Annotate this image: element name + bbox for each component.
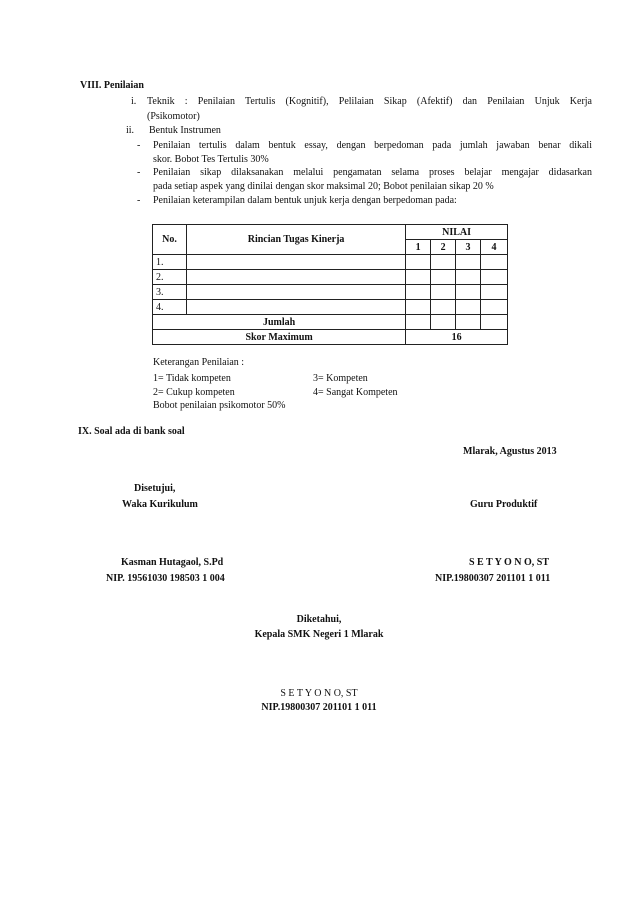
- skor-max-row: [153, 330, 508, 345]
- bullet-1-line2: skor. Bobot Tes Tertulis 30%: [153, 154, 269, 165]
- header-no: No.: [153, 225, 187, 255]
- score-3: 3: [456, 240, 481, 255]
- jumlah-row: [153, 315, 508, 330]
- principal-nip: NIP.19800307 201101 1 011: [261, 702, 377, 713]
- keterangan-4: 4= Sangat Kompeten: [313, 387, 398, 398]
- row-cell: [431, 315, 456, 330]
- principal-title: Kepala SMK Negeri 1 Mlarak: [254, 629, 384, 640]
- bullet-3-line1: Penilaian keterampilan dalam bentuk unjuk kerja dengan berpedoman pada:: [153, 195, 457, 206]
- header-rincian: Rincian Tugas Kinerja: [186, 225, 405, 255]
- principal-name: S E T Y O N O, ST: [280, 688, 358, 699]
- bullet-dash: -: [137, 167, 141, 178]
- row-number: 2.: [153, 270, 187, 285]
- row-cell: [431, 270, 456, 285]
- row-cell: [456, 255, 481, 270]
- row-number: 4.: [153, 300, 187, 315]
- row-cell: [406, 300, 431, 315]
- bullet-2-line1: Penilaian sikap dilaksanakan melalui pengamatan selama proses belajar mengajar didasarkan: [153, 167, 592, 178]
- item-i-line1: Teknik : Penilaian Tertulis (Kognitif), Pelilaian Sikap (Afektif) dan Penilaian Unjuk Kerja: [147, 96, 592, 107]
- keterangan-title: Keterangan Penilaian :: [153, 357, 245, 368]
- row-cell: [481, 300, 508, 315]
- row-cell: [186, 270, 405, 285]
- row-cell: [186, 255, 405, 270]
- row-cell: [186, 300, 405, 315]
- item-i-number: i.: [131, 96, 137, 107]
- bullet-2-line2: pada setiap aspek yang dinilai dengan skor maksimal 20; Bobot penilaian sikap 20 %: [153, 181, 494, 192]
- row-cell: [406, 285, 431, 300]
- row-cell: [481, 255, 508, 270]
- bobot-psikomotor: Bobot penilaian psikomotor 50%: [153, 400, 286, 411]
- right-signer-name: S E T Y O N O, ST: [469, 557, 550, 568]
- section-9-heading: IX. Soal ada di bank soal: [78, 426, 185, 437]
- left-signer-name: Kasman Hutagaol, S.Pd: [121, 557, 224, 568]
- row-cell: [456, 315, 481, 330]
- item-i-line2: (Psikomotor): [147, 111, 200, 122]
- table-row: [153, 285, 508, 300]
- row-cell: [406, 255, 431, 270]
- row-cell: [481, 270, 508, 285]
- guru-produktif-title: Guru Produktif: [470, 499, 538, 510]
- bullet-dash: -: [137, 140, 141, 151]
- table-row: [153, 270, 508, 285]
- bullet-1-line1: Penilaian tertulis dalam bentuk essay, dengan berpedoman pada jumlah jawaban benar dikali: [153, 140, 592, 151]
- bullet-dash: -: [137, 195, 141, 206]
- skor-max-value: 16: [406, 330, 508, 345]
- item-ii-text: Bentuk Instrumen: [149, 125, 221, 136]
- row-cell: [456, 300, 481, 315]
- left-signer-nip: NIP. 19561030 198503 1 004: [106, 573, 225, 584]
- row-number: 3.: [153, 285, 187, 300]
- keterangan-3: 3= Kompeten: [313, 373, 368, 384]
- keterangan-1: 1= Tidak kompeten: [153, 373, 231, 384]
- score-1: 1: [406, 240, 431, 255]
- row-number: 1.: [153, 255, 187, 270]
- row-cell: [481, 285, 508, 300]
- place-date: Mlarak, Agustus 2013: [463, 446, 557, 457]
- row-cell: [186, 285, 405, 300]
- table-row: [153, 300, 508, 315]
- row-cell: [456, 285, 481, 300]
- table-header-row: [153, 225, 508, 240]
- approved-label: Disetujui,: [134, 483, 176, 494]
- row-cell: [406, 315, 431, 330]
- waka-kurikulum-title: Waka Kurikulum: [122, 499, 198, 510]
- acknowledged-label: Diketahui,: [296, 614, 342, 625]
- row-cell: [481, 315, 508, 330]
- row-cell: [431, 285, 456, 300]
- score-2: 2: [431, 240, 456, 255]
- table-row: [153, 255, 508, 270]
- right-signer-nip: NIP.19800307 201101 1 011: [435, 573, 551, 584]
- row-cell: [431, 300, 456, 315]
- header-nilai: NILAI: [406, 225, 508, 240]
- rubric-table: [152, 224, 508, 345]
- skor-max-label: Skor Maximum: [153, 330, 406, 345]
- row-cell: [406, 270, 431, 285]
- row-cell: [456, 270, 481, 285]
- row-cell: [431, 255, 456, 270]
- item-ii-number: ii.: [126, 125, 135, 136]
- section-8-heading: VIII. Penilaian: [80, 80, 144, 91]
- keterangan-2: 2= Cukup kompeten: [153, 387, 235, 398]
- jumlah-label: Jumlah: [153, 315, 406, 330]
- score-4: 4: [481, 240, 508, 255]
